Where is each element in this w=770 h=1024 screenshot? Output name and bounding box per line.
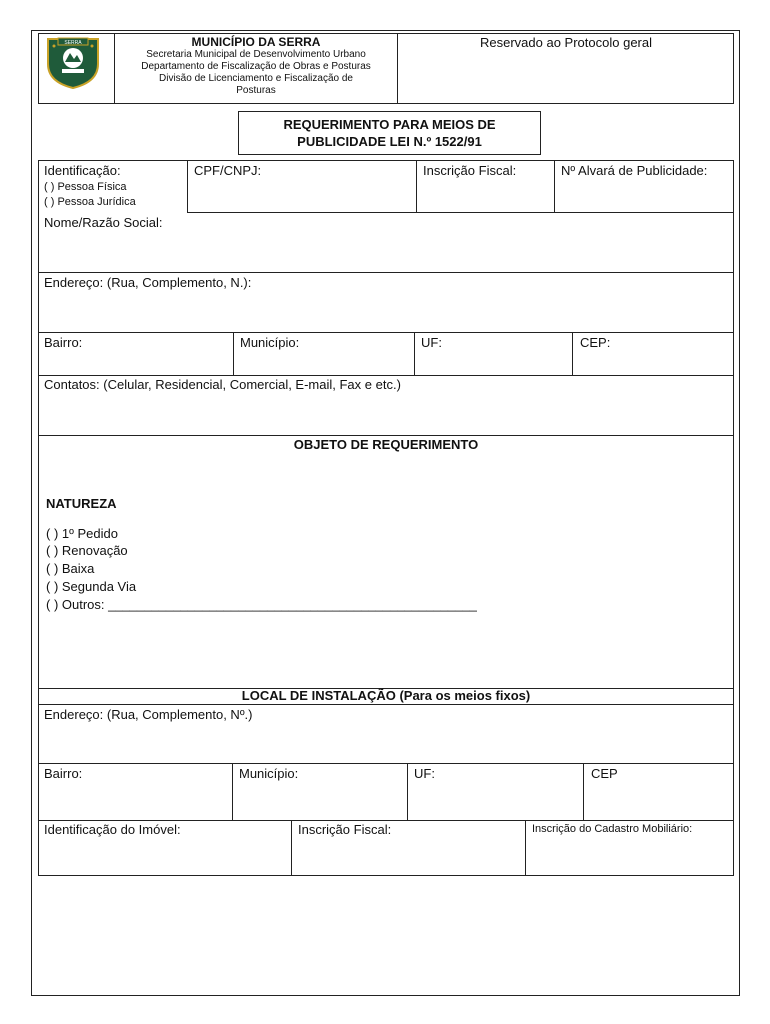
alvara-publicidade-field[interactable]: Nº Alvará de Publicidade: <box>561 163 708 178</box>
divider <box>233 332 234 375</box>
local-cep-field[interactable]: CEP <box>591 766 618 781</box>
natureza-option-segunda-via[interactable]: ( ) Segunda Via <box>46 579 137 594</box>
pessoa-fisica-option[interactable]: ( ) Pessoa Física <box>44 181 127 193</box>
municipio-field[interactable]: Município: <box>240 335 300 350</box>
divider <box>38 820 734 821</box>
divider <box>407 763 408 820</box>
natureza-option-baixa[interactable]: ( ) Baixa <box>46 561 95 576</box>
secretariat-line: Secretaria Municipal de Desenvolvimento Urbano <box>146 49 366 60</box>
divider <box>416 160 417 213</box>
divider <box>38 272 734 273</box>
objeto-heading: OBJETO DE REQUERIMENTO <box>293 437 479 452</box>
pessoa-juridica-option[interactable]: ( ) Pessoa Jurídica <box>44 196 136 208</box>
municipality-seal-icon <box>44 36 102 90</box>
svg-text:SERRA: SERRA <box>64 40 82 46</box>
divider <box>572 332 573 375</box>
division-line2: Posturas <box>236 85 276 96</box>
divider <box>38 435 734 436</box>
cep-field[interactable]: CEP: <box>580 335 611 350</box>
divider <box>525 820 526 876</box>
divider <box>291 820 292 876</box>
natureza-heading: NATUREZA <box>46 496 117 511</box>
divider <box>414 332 415 375</box>
local-address-field[interactable]: Endereço: (Rua, Complemento, Nº.) <box>44 707 253 722</box>
inscricao-fiscal-field[interactable]: Inscrição Fiscal: <box>423 163 517 178</box>
divider <box>38 763 734 764</box>
address-field[interactable]: Endereço: (Rua, Complemento, N.): <box>44 275 252 290</box>
bairro-field[interactable]: Bairro: <box>44 335 83 350</box>
natureza-option-renovacao[interactable]: ( ) Renovação <box>46 543 128 558</box>
imovel-identification-field[interactable]: Identificação do Imóvel: <box>44 822 181 837</box>
divider <box>187 160 188 213</box>
divider <box>187 212 734 213</box>
divider <box>232 763 233 820</box>
divider <box>38 375 734 376</box>
title-line1: REQUERIMENTO PARA MEIOS DE <box>283 117 496 132</box>
cadastro-mobiliario-field[interactable]: Inscrição do Cadastro Mobiliário: <box>532 823 693 835</box>
local-uf-field[interactable]: UF: <box>414 766 435 781</box>
natureza-option-outros[interactable]: ( ) Outros: ___________________________________________________ <box>46 597 477 612</box>
local-bairro-field[interactable]: Bairro: <box>44 766 83 781</box>
divider <box>583 763 584 820</box>
municipality-name: MUNICÍPIO DA SERRA <box>191 35 321 49</box>
department-line: Departamento de Fiscalização de Obras e Posturas <box>141 61 371 72</box>
name-field[interactable]: Nome/Razão Social: <box>44 215 163 230</box>
cpf-cnpj-field[interactable]: CPF/CNPJ: <box>194 163 262 178</box>
divider <box>38 332 734 333</box>
divider <box>38 704 734 705</box>
title-line2: PUBLICIDADE LEI N.º 1522/91 <box>297 134 482 149</box>
form-box <box>38 160 734 876</box>
local-municipio-field[interactable]: Município: <box>239 766 299 781</box>
contacts-field[interactable]: Contatos: (Celular, Residencial, Comercial, E-mail, Fax e etc.) <box>44 377 401 392</box>
division-line1: Divisão de Licenciamento e Fiscalização de <box>159 73 353 84</box>
divider <box>554 160 555 213</box>
protocol-reserved-label: Reservado ao Protocolo geral <box>480 35 652 50</box>
natureza-option-primeiro-pedido[interactable]: ( ) 1º Pedido <box>46 526 118 541</box>
uf-field[interactable]: UF: <box>421 335 442 350</box>
local-inscricao-fiscal-field[interactable]: Inscrição Fiscal: <box>298 822 392 837</box>
identification-label: Identificação: <box>44 163 121 178</box>
local-heading: LOCAL DE INSTALAÇÃO (Para os meios fixos) <box>241 688 531 703</box>
